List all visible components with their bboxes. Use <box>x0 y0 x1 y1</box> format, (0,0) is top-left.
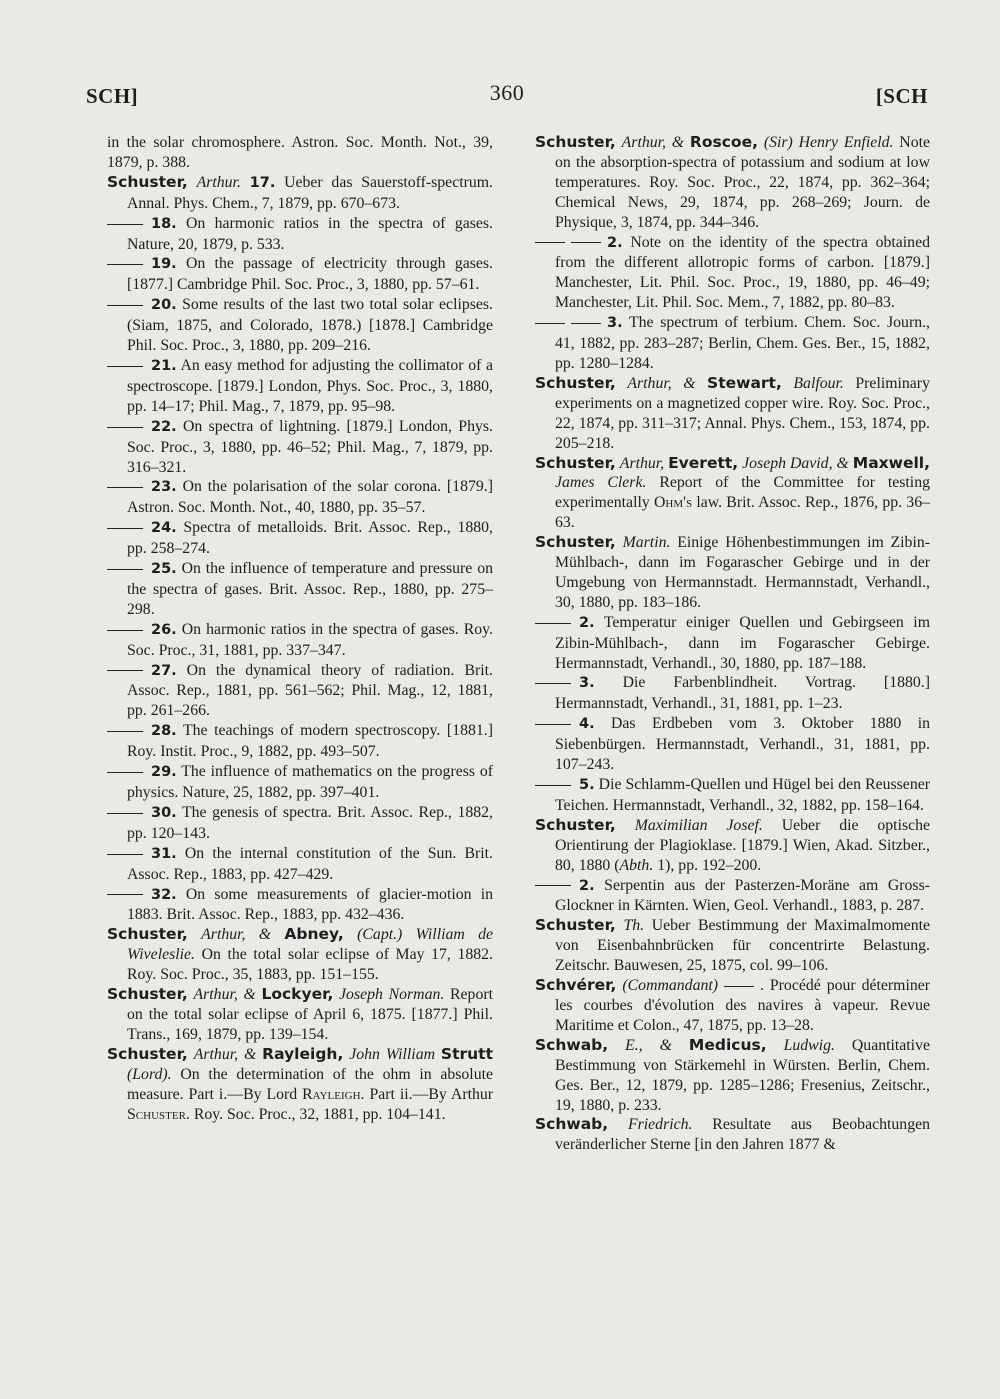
author-given-name: (Commandant) <box>622 977 719 995</box>
coauthor-given-name: Ludwig. <box>783 1036 835 1054</box>
author-given-name: Arthur, & <box>193 986 256 1004</box>
bibliography-entry <box>535 916 930 976</box>
entry-text: Das Erdbeben vom 3. Oktober 1880 in Siebenbürgen. Hermannstadt, Verhandl., 31, 1881, pp. 107–243. <box>555 715 930 774</box>
repeat-dash <box>107 528 143 529</box>
bibliography-entry <box>535 1115 930 1155</box>
bibliography-entry <box>535 816 930 876</box>
entry-text: The teachings of modern spectroscopy. [1881.] Roy. Instit. Proc., 9, 1882, pp. 493–507. <box>127 722 493 761</box>
bibliography-entry <box>107 214 493 255</box>
coauthor-given-name: (Capt.) William de Wiveleslie. <box>127 926 493 964</box>
bibliography-entry <box>107 762 493 803</box>
author-given-name: Arthur, <box>619 454 665 472</box>
author-given-name: Arthur, & <box>621 134 685 151</box>
author-surname: Schwab, <box>535 1115 609 1134</box>
coauthor-surname: Everett, <box>668 453 739 472</box>
coauthor-surname: Stewart, <box>707 373 782 392</box>
italic-abbreviation: Abth. <box>619 856 654 874</box>
coauthor-given-name: James Clerk. <box>555 474 647 492</box>
author-surname: Schvérer, <box>535 976 617 995</box>
running-head-right: [SCH <box>875 84 928 108</box>
author-given-name: Arthur, & <box>627 374 696 392</box>
entry-number: 17. <box>249 174 276 191</box>
entry-number: 23. <box>151 479 177 496</box>
entry-number: 31. <box>151 845 177 862</box>
entry-text: On the internal constitution of the Sun. Brit. Assoc. Rep., 1883, pp. 427–429. <box>127 844 493 883</box>
bibliography-entry <box>535 374 930 454</box>
entry-text: Spectra of metalloids. Brit. Assoc. Rep., 1880, pp. 258–274. <box>127 519 493 558</box>
right-column <box>535 133 930 1155</box>
author-surname: Schwab, <box>535 1035 609 1054</box>
author-surname: Schuster, <box>107 172 188 191</box>
entry-text: On harmonic ratios in the spectra of gases. Nature, 20, 1879, p. 533. <box>127 214 493 253</box>
bibliography-entry <box>107 417 493 478</box>
repeat-dash <box>535 785 571 786</box>
entry-text: Einige Höhenbestimmungen im Zibin-Mühlbach-, dann im Fogarascher Gebirge und in der Umgebung von Hermannstadt. Hermannstadt, Verhandl., 30, 1880, pp. 183–186. <box>555 534 931 611</box>
entry-text: On the passage of electricity through gases. [1877.] Cambridge Phil. Soc. Proc., 3, 1880, pp. 57–61. <box>127 255 493 294</box>
repeat-dash <box>724 986 754 987</box>
entry-text: On spectra of lightning. [1879.] London, Phys. Soc. Proc., 3, 1880, pp. 46–52; Phil. Mag., 7, 1879, pp. 316–321. <box>127 417 493 476</box>
repeat-dash <box>535 885 571 886</box>
author-surname: Schuster, <box>535 453 616 472</box>
bibliography-entry <box>107 559 493 620</box>
small-caps-name: Rayleigh. <box>302 1085 365 1103</box>
repeat-dash <box>107 224 143 225</box>
entry-text: Ueber das Sauerstoff-spectrum. Annal. Phys. Chem., 7, 1879, pp. 670–673. <box>127 173 493 212</box>
coauthor-surname: Roscoe, <box>689 133 758 151</box>
small-caps-name: Ohm's <box>653 494 693 512</box>
entry-number: 22. <box>151 418 177 435</box>
bibliography-entry <box>107 661 493 722</box>
entry-number: 3. <box>579 675 595 692</box>
entry-text: Some results of the last two total solar eclipses. (Siam, 1875, and Colorado, 1878.) [1878.] Cambridge Phil. Soc. Proc., 3, 1880, pp. 209–216. <box>127 296 494 355</box>
author-surname: Schuster, <box>535 133 616 151</box>
entry-number: 32. <box>151 886 177 903</box>
bibliography-entry <box>535 613 930 674</box>
entry-text: Quantitative Bestimmung von Stärkemehl in Würsten. Berlin, Chem. Ges. Ber., 12, 1879, pp. 1285–1286; Fresenius, Zeitschr., 19, 1880, p. 233. <box>555 1036 930 1114</box>
entry-text: On some measurements of glacier-motion in 1883. Brit. Assoc. Rep., 1883, pp. 432–436. <box>127 885 493 924</box>
entry-number: 24. <box>151 520 177 537</box>
repeat-dash <box>535 323 565 324</box>
author-surname: Schuster, <box>107 925 188 944</box>
repeat-dash <box>107 894 143 895</box>
bibliography-entry <box>535 714 930 775</box>
entry-text: Roy. Soc. Proc., 32, 1881, pp. 104–141. <box>193 1105 446 1123</box>
entry-text: Die Schlamm-Quellen und Hügel bei den Reussener Teichen. Hermannstadt, Verhandl., 32, 1882, pp. 158–164. <box>555 776 930 814</box>
bibliography-entry <box>107 985 493 1045</box>
author-surname: Schuster, <box>535 533 616 552</box>
bibliography-entry <box>107 356 493 417</box>
entry-number: 2. <box>607 234 623 251</box>
bibliography-entry <box>107 518 493 559</box>
entry-number: 27. <box>151 662 177 679</box>
author-given-name: E., & <box>625 1036 672 1054</box>
repeat-dash <box>535 242 565 243</box>
entry-text: Note on the absorption-spectra of potassium and sodium at low temperatures. Roy. Soc. Proc., 22, 1874, pp. 362–364; Chemical News, 29, 1874, pp. 268–269; Journ. de Physique, 3, 1874, pp. 344–346. <box>555 134 931 231</box>
repeat-dash <box>107 854 143 855</box>
bibliography-entry <box>107 803 493 844</box>
entry-text: Note on the identity of the spectra obtained from the different allotropic forms of carbon. [1879.] Manchester, Lit. Phil. Soc. Proc., 19, 1880, pp. 46–49; Manchester, Lit. Phil. Soc. Mem., 7, 1882, pp. 80–83. <box>555 233 930 312</box>
entry-number: 2. <box>579 614 595 631</box>
author-surname: Schuster, <box>107 985 188 1004</box>
author-surname: Schuster, <box>535 373 616 392</box>
coauthor-given-name: (Sir) Henry Enfield. <box>763 134 894 151</box>
coauthor-surname: Medicus, <box>688 1035 767 1054</box>
author-given-name: Martin. <box>622 534 671 552</box>
bibliography-entry <box>107 925 493 985</box>
entry-number: 3. <box>607 315 623 332</box>
entry-text: in the solar chromosphere. Astron. Soc. Month. Not., 39, 1879, p. 388. <box>107 134 493 171</box>
repeat-dash <box>107 630 143 631</box>
repeat-dash <box>107 772 143 773</box>
repeat-dash <box>107 427 143 428</box>
entry-text: An easy method for adjusting the collimator of a spectroscope. [1879.] London, Phys. Soc. Proc., 3, 1880, pp. 14–17; Phil. Mag., 7, 1879, pp. 95–98. <box>127 356 493 415</box>
bibliography-entry <box>107 844 493 885</box>
author-given-name: Th. <box>623 917 645 935</box>
bibliography-entry <box>535 876 930 917</box>
coauthor-surname: Strutt <box>440 1044 493 1063</box>
entry-text: Report on the total solar eclipse of April 6, 1875. [1877.] Phil. Trans., 169, 1879, pp. 139–154. <box>127 986 493 1043</box>
bibliography-entry <box>107 254 493 295</box>
bibliography-entry <box>535 233 930 314</box>
repeat-dash <box>535 623 571 624</box>
author-given-name: Arthur, & <box>193 1045 257 1063</box>
repeat-dash <box>107 569 143 570</box>
repeat-dash <box>535 724 571 725</box>
author-surname: Schuster, <box>107 1044 188 1063</box>
repeat-dash <box>107 731 143 732</box>
bibliography-entry <box>107 295 493 356</box>
repeat-dash <box>107 670 143 671</box>
coauthor-given-name: Joseph David, & <box>742 454 849 472</box>
author-surname: Schuster, <box>535 815 616 834</box>
bibliography-entry <box>107 477 493 518</box>
coauthor-surname: Maxwell, <box>852 453 930 472</box>
entry-number: 26. <box>151 621 177 638</box>
coauthor-given-name: Joseph Norman. <box>339 986 445 1004</box>
entry-text: On the dynamical theory of radiation. Brit. Assoc. Rep., 1881, pp. 561–562; Phil. Mag., 12, 1881, pp. 261–266. <box>127 661 493 720</box>
entry-number: 4. <box>579 716 595 733</box>
coauthor-surname: Rayleigh, <box>262 1044 344 1063</box>
entry-number: 30. <box>151 804 177 821</box>
left-column <box>107 133 493 1124</box>
bibliography-entry <box>535 454 930 534</box>
entry-number: 28. <box>151 723 177 740</box>
repeat-dash <box>107 264 143 265</box>
bibliography-entry: Schvérer, (Commandant) . Procédé pour déterminer les courbes d'évolution des navires à vapeur. Revue Maritime et Colon., 47, 1875, pp. 13–28. <box>535 976 931 1034</box>
running-head <box>86 80 928 116</box>
entry-number: 19. <box>151 256 177 273</box>
author-given-name: Arthur. <box>196 173 241 191</box>
entry-number: 29. <box>151 764 177 781</box>
repeat-dash <box>107 487 143 488</box>
author-surname: Schuster, <box>535 916 616 935</box>
entry-text: On the polarisation of the solar corona. [1879.] Astron. Soc. Month. Not., 40, 1880, pp. 35–57. <box>127 478 493 517</box>
bibliography-entry <box>535 133 930 233</box>
entry-text: Temperatur einiger Quellen und Gebirgseen im Zibin-Mühlbach-, dann im Fogarascher Gebirge. Hermannstadt, Verhandl., 30, 1880, pp. 187–188. <box>555 613 930 672</box>
bibliography-entry <box>107 885 493 926</box>
bibliography-entry <box>535 313 930 374</box>
repeat-dash <box>107 305 143 306</box>
entry-number: 20. <box>151 297 177 314</box>
repeat-dash <box>571 242 601 243</box>
entry-text: Die Farbenblindheit. Vortrag. [1880.] Hermannstadt, Verhandl., 31, 1881, pp. 1–23. <box>555 674 930 713</box>
entry-text: On harmonic ratios in the spectra of gases. Roy. Soc. Proc., 31, 1881, pp. 337–347. <box>127 620 493 659</box>
small-caps-name: Schuster. <box>127 1105 190 1123</box>
entry-text: Serpentin aus der Pasterzen-Moräne am Gross-Glockner in Kärnten. Wien, Geol. Verhandl., 1883, p. 287. <box>555 876 930 915</box>
author-given-name: Maximilian Josef. <box>634 816 763 834</box>
entry-text: 1), pp. 192–200. <box>653 856 762 874</box>
coauthor-given-name: John William <box>349 1045 436 1063</box>
entry-text: Preliminary experiments on a magnetized copper wire. Roy. Soc. Proc., 22, 1874, pp. 311–317; Annal. Phys. Chem., 153, 1874, pp. 205–218. <box>555 374 930 452</box>
author-given-name: Arthur, & <box>201 926 272 944</box>
entry-text: Part ii.—By Arthur <box>369 1085 494 1103</box>
repeat-dash <box>571 323 601 324</box>
author-given-name: Friedrich. <box>627 1116 693 1134</box>
entry-text: On the influence of temperature and pressure on the spectra of gases. Brit. Assoc. Rep., 1880, pp. 275–298. <box>127 560 493 618</box>
entry-text: law. Brit. Assoc. Rep., 1876, pp. 36–63. <box>555 494 930 532</box>
bibliography-entry <box>107 173 493 214</box>
running-head-left: SCH] <box>86 84 139 108</box>
repeat-dash <box>107 813 143 814</box>
coauthor-surname: Abney, <box>284 925 344 944</box>
repeat-dash <box>535 683 571 684</box>
bibliography-entry <box>107 1045 493 1125</box>
entry-text: The influence of mathematics on the progress of physics. Nature, 25, 1882, pp. 397–401. <box>127 763 493 801</box>
entry-number: 2. <box>579 877 595 894</box>
bibliography-entry <box>107 721 493 762</box>
entry-text: Ueber die optische Orientirung der Plagioklase. [1879.] Wien, Akad. Sitzber., 80, 1880 ( <box>555 816 931 874</box>
bibliography-entry <box>107 620 493 661</box>
entry-text: The genesis of spectra. Brit. Assoc. Rep., 1882, pp. 120–143. <box>127 803 493 842</box>
entry-number: 18. <box>151 215 177 232</box>
bibliography-entry <box>535 533 930 613</box>
coauthor-given-name: (Lord). <box>127 1065 172 1083</box>
entry-text: The spectrum of terbium. Chem. Soc. Journ., 41, 1882, pp. 283–287; Berlin, Chem. Ges. Ber., 15, 1882, pp. 1280–1284. <box>555 314 931 372</box>
entry-text: Ueber Bestimmung der Maximalmomente von Eisenbahnbrücken für concentrirte Belastung. Zeitschr. Bauwesen, 25, 1875, col. 99–106. <box>555 917 930 975</box>
entry-number: 5. <box>579 777 595 793</box>
bibliography-entry <box>535 1036 930 1116</box>
coauthor-surname: Lockyer, <box>261 985 334 1004</box>
entry-text: Procédé pour déterminer les courbes d'évolution des navires à vapeur. Revue Maritime et Colon., 47, 1875, pp. 13–28. <box>555 977 931 1034</box>
bibliography-entry <box>107 133 493 173</box>
entry-number: 21. <box>151 357 177 374</box>
bibliography-entry <box>535 775 930 816</box>
entry-number: 25. <box>151 561 177 578</box>
entry-text: On the determination of the ohm in absolute measure. Part i.—By Lord <box>127 1065 493 1103</box>
repeat-dash <box>107 366 143 367</box>
bibliography-entry <box>535 673 930 714</box>
entry-text: Resultate aus Beobachtungen veränderlicher Sterne [in den Jahren 1877 & <box>555 1116 930 1154</box>
entry-text: Report of the Committee for testing experimentally <box>555 474 930 512</box>
page-number: 360 <box>489 80 525 105</box>
entry-text: On the total solar eclipse of May 17, 1882. Roy. Soc. Proc., 35, 1883, pp. 151–155. <box>127 946 493 984</box>
coauthor-given-name: Balfour. <box>793 374 844 392</box>
